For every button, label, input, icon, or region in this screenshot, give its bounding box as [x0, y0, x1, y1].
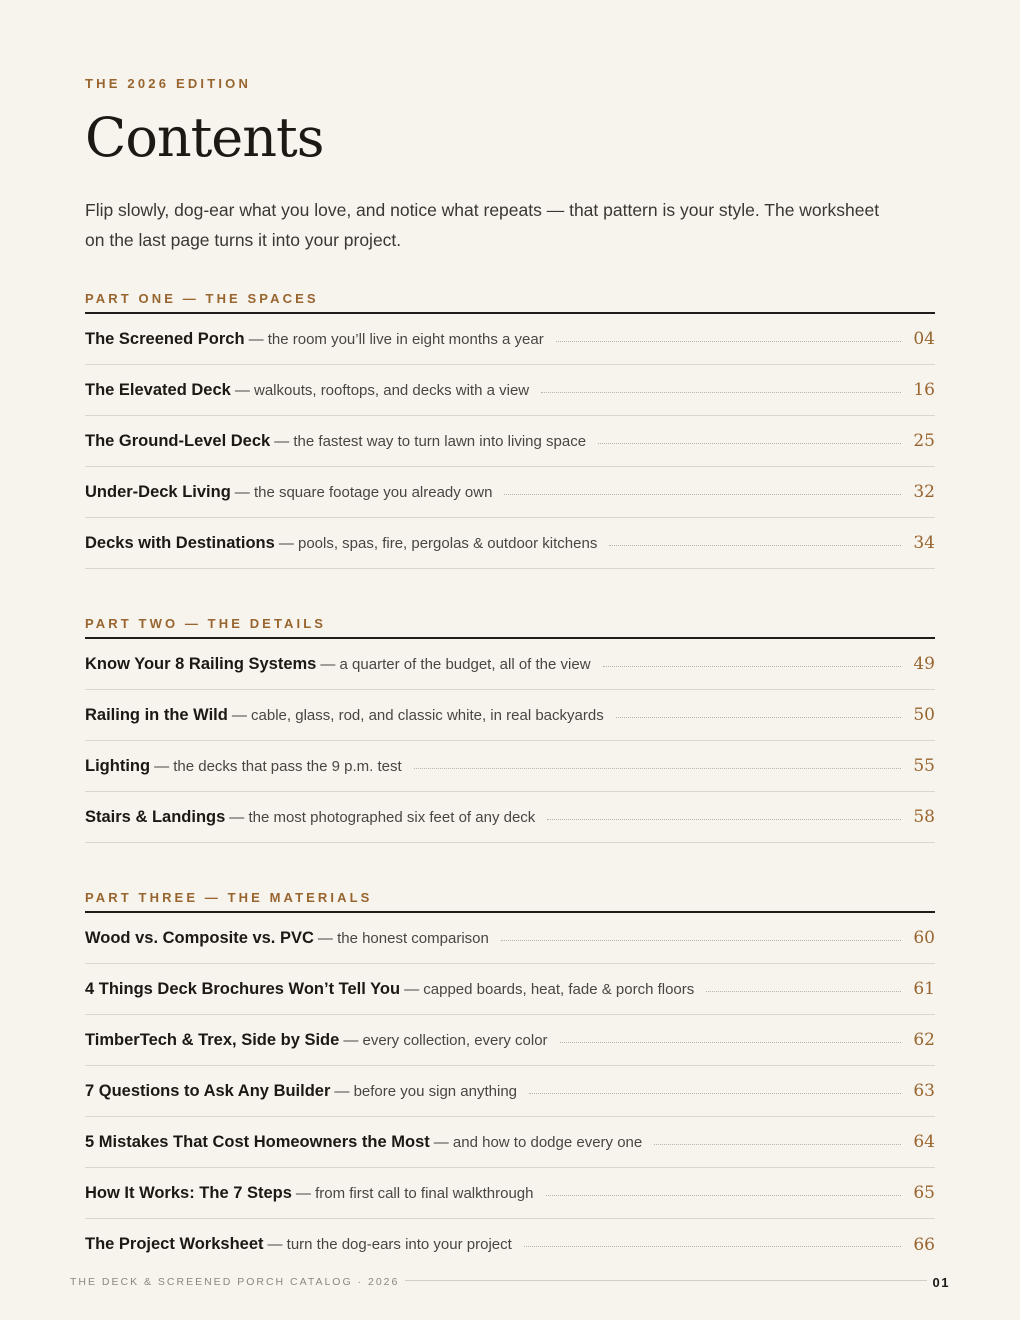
entry-page-number: 49 — [913, 654, 935, 674]
entry-description: — the most photographed six feet of any deck — [229, 808, 536, 826]
entry-description: — the decks that pass the 9 p.m. test — [154, 757, 402, 775]
entry-page-number: 63 — [913, 1081, 935, 1101]
page-title: Contents — [85, 106, 324, 169]
entry-page-number: 60 — [913, 928, 935, 948]
section-part-one — [85, 288, 935, 569]
entry-page-number: 65 — [913, 1183, 935, 1203]
entry-page-number: 62 — [913, 1030, 935, 1050]
entry-description: — the fastest way to turn lawn into living space — [274, 432, 587, 450]
dot-leader — [524, 1246, 901, 1247]
dot-leader — [603, 666, 901, 667]
entry-title: TimberTech & Trex, Side by Side — [85, 1030, 340, 1049]
toc-entry[interactable] — [85, 741, 935, 792]
toc-entry[interactable] — [85, 1168, 935, 1219]
entry-description: — before you sign anything — [334, 1082, 518, 1100]
entry-description: — the square footage you already own — [234, 483, 493, 501]
toc-entry[interactable] — [85, 1219, 935, 1270]
entry-page-number: 58 — [913, 807, 935, 827]
entry-description: — from first call to final walkthrough — [295, 1184, 534, 1202]
entry-description: — walkouts, rooftops, and decks with a view — [234, 381, 530, 399]
dot-leader — [556, 341, 901, 342]
entry-page-number: 16 — [913, 380, 935, 400]
entry-title: Wood vs. Composite vs. PVC — [85, 928, 314, 947]
intro-paragraph: Flip slowly, dog-ear what you love, and notice what repeats — that pattern is your style. The worksheet on the last page turns it into your project. — [85, 200, 880, 250]
entry-title: The Ground-Level Deck — [85, 431, 271, 450]
section-label: PART THREE — THE MATERIALS — [85, 890, 373, 905]
entry-page-number: 34 — [913, 533, 935, 553]
toc-entry[interactable] — [85, 416, 935, 467]
dot-leader — [654, 1144, 901, 1145]
entry-title: 4 Things Deck Brochures Won’t Tell You — [85, 979, 401, 998]
entry-page-number: 64 — [913, 1132, 935, 1152]
entry-description: — the honest comparison — [317, 929, 489, 947]
dot-leader — [598, 443, 901, 444]
dot-leader — [706, 991, 901, 992]
toc-entry[interactable] — [85, 639, 935, 690]
toc-entry[interactable] — [85, 690, 935, 741]
toc-entry[interactable] — [85, 1117, 935, 1168]
dot-leader — [529, 1093, 901, 1094]
entry-title: Under-Deck Living — [85, 482, 231, 501]
entry-page-number: 50 — [913, 705, 935, 725]
toc-entry[interactable] — [85, 1015, 935, 1066]
dot-leader — [547, 819, 901, 820]
entry-page-number: 25 — [913, 431, 935, 451]
dot-leader — [609, 545, 901, 546]
dot-leader — [504, 494, 901, 495]
entry-description: — turn the dog-ears into your project — [267, 1236, 512, 1253]
entry-page-number: 55 — [913, 756, 935, 776]
toc-entry[interactable] — [85, 792, 935, 843]
entry-description: — pools, spas, fire, pergolas & outdoor kitchens — [278, 534, 598, 552]
entry-title: 5 Mistakes That Cost Homeowners the Most — [85, 1132, 430, 1151]
entry-title: The Project Worksheet — [85, 1235, 264, 1253]
toc-entry[interactable] — [85, 1066, 935, 1117]
entry-page-number: 32 — [913, 482, 935, 502]
section-label: PART ONE — THE SPACES — [85, 291, 319, 306]
footer-page-number: 01 — [927, 1275, 950, 1290]
section-part-two — [85, 613, 935, 843]
edition-eyebrow: THE 2026 EDITION — [85, 76, 252, 91]
entry-title: Lighting — [85, 756, 151, 775]
dot-leader — [414, 768, 901, 769]
entry-description: — and how to dodge every one — [433, 1133, 643, 1151]
dot-leader — [560, 1042, 901, 1043]
section-part-three — [85, 887, 935, 1270]
entry-title: Know Your 8 Railing Systems — [85, 654, 317, 673]
entry-page-number: 04 — [913, 329, 935, 349]
entry-description: — the room you’ll live in eight months a year — [248, 330, 544, 348]
dot-leader — [501, 940, 901, 941]
entry-description: — every collection, every color — [343, 1031, 548, 1049]
entry-page-number: 66 — [913, 1234, 935, 1255]
dot-leader — [616, 717, 901, 718]
dot-leader — [546, 1195, 902, 1196]
entry-title: Decks with Destinations — [85, 533, 275, 552]
entry-title: 7 Questions to Ask Any Builder — [85, 1081, 331, 1100]
entry-description: — a quarter of the budget, all of the view — [320, 655, 591, 673]
toc-entry[interactable] — [85, 913, 935, 964]
entry-title: Railing in the Wild — [85, 705, 228, 724]
footer-catalog-name: THE DECK & SCREENED PORCH CATALOG · 2026 — [70, 1276, 405, 1288]
entry-description: — capped boards, heat, fade & porch floors — [404, 980, 695, 998]
entry-description: — cable, glass, rod, and classic white, in real backyards — [231, 706, 604, 724]
toc-entry[interactable] — [85, 518, 935, 569]
entry-title: The Screened Porch — [85, 329, 245, 348]
section-label: PART TWO — THE DETAILS — [85, 616, 327, 631]
toc-entry[interactable] — [85, 365, 935, 416]
toc-entry[interactable] — [85, 467, 935, 518]
page-footer — [70, 1276, 950, 1296]
entry-title: How It Works: The 7 Steps — [85, 1183, 292, 1202]
toc-entry[interactable] — [85, 964, 935, 1015]
entry-page-number: 61 — [913, 979, 935, 999]
toc-entry[interactable] — [85, 314, 935, 365]
entry-title: The Elevated Deck — [85, 380, 231, 399]
dot-leader — [541, 392, 901, 393]
entry-title: Stairs & Landings — [85, 807, 226, 826]
